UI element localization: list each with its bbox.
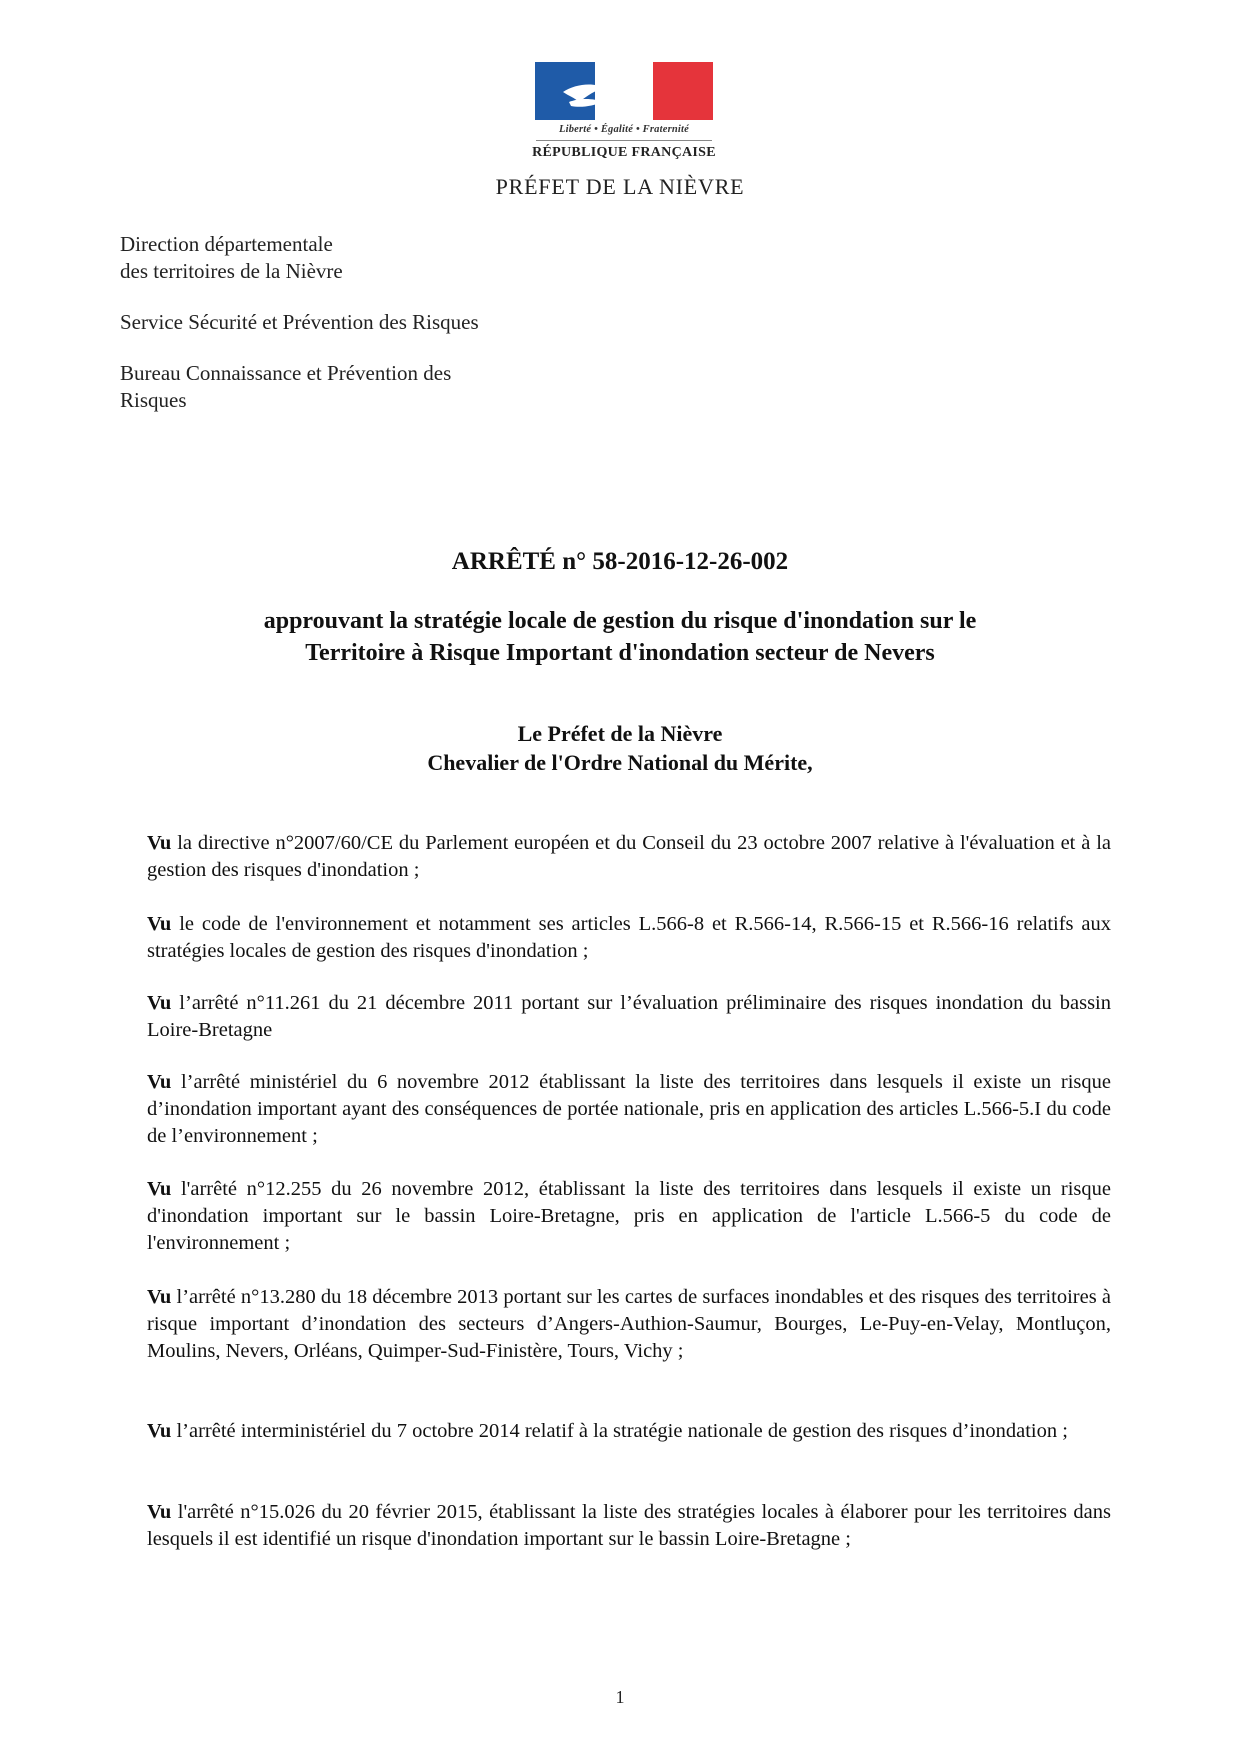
arrete-subtitle bbox=[150, 605, 1090, 669]
service-line: Bureau Connaissance et Prévention des bbox=[120, 361, 452, 385]
vu-keyword: Vu bbox=[147, 1178, 172, 1200]
marianne-logo bbox=[535, 62, 713, 120]
arrete-title: ARRÊTÉ n° 58-2016-12-26-002 bbox=[451, 548, 789, 575]
vu-keyword: Vu bbox=[147, 913, 172, 935]
prefect-line: Le Préfet de la Nièvre bbox=[517, 721, 723, 746]
page-number: 1 bbox=[615, 1687, 625, 1707]
service-direction bbox=[120, 231, 620, 285]
vu-keyword: Vu bbox=[147, 992, 172, 1014]
considerant-paragraph bbox=[147, 1284, 1111, 1365]
considerant-paragraph bbox=[147, 1069, 1111, 1150]
considerant-paragraph bbox=[147, 1418, 1111, 1445]
considerant-text: l'arrêté n°12.255 du 26 novembre 2012, établissant la liste des territoires dans lesquels il existe un risque d'inondation important sur le bassin Loire-Bretagne, pris en application de l'article L.566-5 du code de l'environnement ; bbox=[147, 1178, 1112, 1254]
vu-keyword: Vu bbox=[147, 1286, 172, 1308]
considerant-text: l'arrêté n°15.026 du 20 février 2015, établissant la liste des stratégies locales à élaborer pour les territoires dans lesquels il est identifié un risque d'inondation important sur le bassin Loire-Bretagne ; bbox=[147, 1501, 1111, 1550]
vu-keyword: Vu bbox=[147, 1420, 172, 1442]
considerant-paragraph bbox=[147, 1176, 1111, 1257]
prefect-line: Chevalier de l'Ordre National du Mérite, bbox=[427, 750, 813, 775]
republique-francaise-label: RÉPUBLIQUE FRANÇAISE bbox=[532, 145, 716, 160]
considerant-text: l’arrêté n°13.280 du 18 décembre 2013 portant sur les cartes de surfaces inondables et des risques des territoires à risque important d’inondation des secteurs d’Angers-Authion-Saumur, Bourges, Le-Puy-en-Velay, Montluçon, Moulins, Nevers, Orléans, Quimper-Sud-Finistère, Tours, Vichy ; bbox=[147, 1286, 1112, 1362]
subtitle-line: approuvant la stratégie locale de gestion du risque d'inondation sur le bbox=[263, 608, 977, 634]
logo-divider bbox=[536, 140, 712, 141]
service-bureau bbox=[120, 360, 620, 414]
subtitle-line: Territoire à Risque Important d'inondation secteur de Nevers bbox=[305, 640, 935, 666]
prefet-heading: PRÉFET DE LA NIÈVRE bbox=[495, 174, 745, 199]
vu-keyword: Vu bbox=[147, 1501, 172, 1523]
considerant-text: le code de l'environnement et notamment ses articles L.566-8 et R.566-14, R.566-15 et R.566-16 relatifs aux stratégies locales de gestion des risques d'inondation ; bbox=[147, 913, 1111, 962]
logo-motto: Liberté • Égalité • Fraternité bbox=[558, 124, 689, 135]
considerant-paragraph bbox=[147, 990, 1111, 1044]
service-line: Service Sécurité et Prévention des Risques bbox=[120, 310, 479, 334]
considerant-paragraph bbox=[147, 1499, 1111, 1553]
service-line: Risques bbox=[120, 388, 187, 412]
marianne-logo-icon bbox=[535, 62, 713, 120]
considerant-paragraph bbox=[147, 830, 1111, 884]
considerant-text: l’arrêté n°11.261 du 21 décembre 2011 portant sur l’évaluation préliminaire des risques inondation du bassin Loire-Bretagne bbox=[147, 992, 1111, 1041]
considerant-text: l’arrêté interministériel du 7 octobre 2014 relatif à la stratégie nationale de gestion des risques d’inondation ; bbox=[176, 1420, 1068, 1442]
vu-keyword: Vu bbox=[147, 832, 172, 854]
prefect-block bbox=[150, 719, 1090, 777]
considerant-paragraph bbox=[147, 911, 1111, 965]
vu-keyword: Vu bbox=[147, 1071, 172, 1093]
service-securite bbox=[120, 309, 620, 336]
considerant-text: la directive n°2007/60/CE du Parlement européen et du Conseil du 23 octobre 2007 relative à l'évaluation et à la gestion des risques d'inondation ; bbox=[147, 832, 1112, 881]
service-line: Direction départementale bbox=[120, 232, 333, 256]
service-line: des territoires de la Nièvre bbox=[120, 259, 343, 283]
considerant-text: l’arrêté ministériel du 6 novembre 2012 établissant la liste des territoires dans lesquels il existe un risque d’inondation important ayant des conséquences de portée nationale, pris en application des articles L.566-5.I du code de l’environnement ; bbox=[147, 1071, 1112, 1147]
